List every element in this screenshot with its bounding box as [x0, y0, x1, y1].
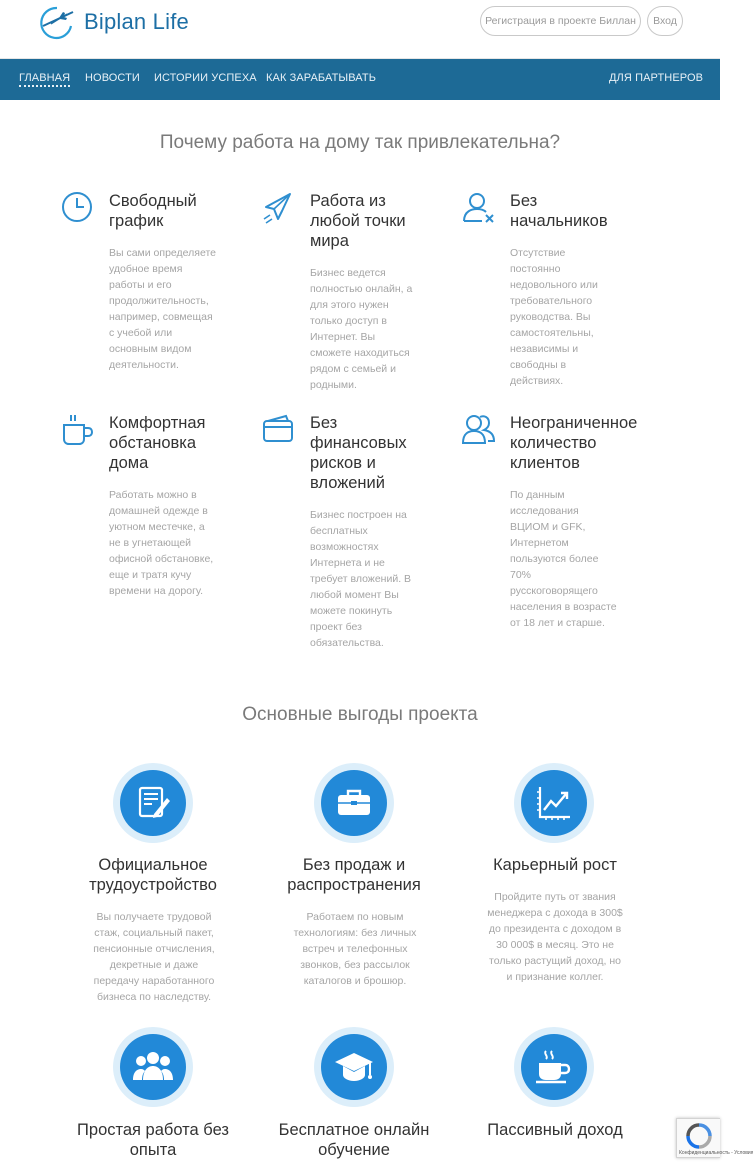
logo-airplane-icon	[37, 4, 79, 40]
benefit-title: Простая работа без опыта	[77, 1121, 229, 1159]
nav-item-how-to-earn[interactable]: КАК ЗАРАБАТЫВАТЬ	[266, 72, 377, 84]
recaptcha-icon	[685, 1122, 713, 1150]
wallet-icon	[262, 413, 296, 447]
feature-title: Комфортная обстановка дома	[109, 414, 206, 472]
benefit-icon-circle	[514, 763, 594, 843]
airplane-icon	[262, 191, 296, 225]
recaptcha-privacy-label[interactable]: Конфиденциальность - Условия	[679, 1150, 753, 1156]
logo[interactable]	[37, 4, 189, 40]
recaptcha-badge[interactable]	[676, 1118, 753, 1158]
feature-description: По данным исследования ВЦИОМ и GFK, Интернетом пользуются более 70% русскоговорящего населения в возрасте от 18 лет и старше.	[510, 489, 617, 629]
graduation-cap-icon	[333, 1048, 375, 1086]
feature-description: Работать можно в домашней одежде в уютном местечке, а не в угнетающей офисной обстановке, еще и тратя кучу времени на дорогу.	[109, 489, 214, 597]
briefcase-icon	[335, 784, 373, 822]
nav-item-success-stories[interactable]: ИСТОРИИ УСПЕХА	[154, 72, 257, 84]
why-section-title: Почему работа на дому так привлекательна?	[159, 132, 561, 153]
benefit-description: Работаем по новым технологиям: без личных встреч и телефонных звонков, без рассылок каталогов и брошюр.	[293, 911, 417, 987]
benefit-icon-circle	[113, 763, 193, 843]
benefit-title: Без продаж и распространения	[287, 856, 421, 894]
feature-title: Без начальников	[510, 192, 608, 230]
logo-text: Biplan Life	[84, 9, 189, 34]
benefit-icon-circle	[514, 1027, 594, 1107]
benefit-title: Карьерный рост	[493, 856, 617, 874]
team-icon	[132, 1048, 174, 1086]
login-button[interactable]: Вход	[647, 6, 683, 36]
benefit-title: Пассивный доход	[487, 1121, 623, 1139]
nav-item-home[interactable]: ГЛАВНАЯ	[19, 72, 70, 87]
benefits-section-title: Основные выгоды проекта	[242, 704, 478, 725]
benefit-title: Бесплатное онлайн обучение	[278, 1121, 430, 1159]
benefit-title: Официальное трудоустройство	[89, 856, 217, 894]
nav-item-news[interactable]: НОВОСТИ	[85, 72, 140, 84]
feature-title: Свободный график	[109, 192, 197, 230]
hot-cup-icon	[534, 1048, 574, 1086]
feature-description: Бизнес построен на бесплатных возможностях Интернета и не требует вложений. В любой момент Вы можете покинуть проект без обязательства.	[310, 509, 412, 649]
nav-item-partners[interactable]: ДЛЯ ПАРТНЕРОВ	[609, 72, 704, 84]
benefit-description: Вы получаете трудовой стаж, социальный пакет, пенсионные отчисления, декретные и даже передачу наработанного бизнеса по наследству.	[93, 911, 215, 1003]
users-icon	[462, 413, 496, 447]
benefit-icon-circle	[113, 1027, 193, 1107]
feature-title: Неограниченное количество клиентов	[510, 414, 638, 472]
benefit-description: Пройдите путь от звания менеджера с дохода в 300$ до президента с доходом в 30 000$ в месяц. Это не только растущий доход, но и признание коллег.	[487, 891, 623, 983]
site-header	[0, 0, 720, 59]
feature-description: Бизнес ведется полностью онлайн, а для этого нужен только доступ в Интернет. Вы сможете находиться рядом с семьей и родными.	[310, 267, 413, 391]
register-button[interactable]: Регистрация в проекте Биллан	[480, 6, 641, 36]
feature-title: Без финансовых рисков и вложений	[310, 414, 407, 492]
feature-title: Работа из любой точки мира	[310, 192, 406, 250]
benefit-icon-circle	[314, 1027, 394, 1107]
benefit-icon-circle	[314, 763, 394, 843]
clock-icon	[61, 191, 95, 225]
feature-description: Отсутствие постоянно недовольного или требовательного руководства. Вы самостоятельны, независимы и свободны в действиях.	[510, 247, 598, 387]
growth-chart-icon	[535, 784, 573, 822]
no-boss-icon	[462, 191, 496, 225]
main-navigation	[0, 59, 720, 100]
feature-description: Вы сами определяете удобное время работы и его продолжительность, например, совмещая с учебой или основным видом деятельности.	[109, 247, 216, 371]
coffee-cup-icon	[61, 413, 95, 447]
document-pen-icon	[134, 784, 172, 822]
